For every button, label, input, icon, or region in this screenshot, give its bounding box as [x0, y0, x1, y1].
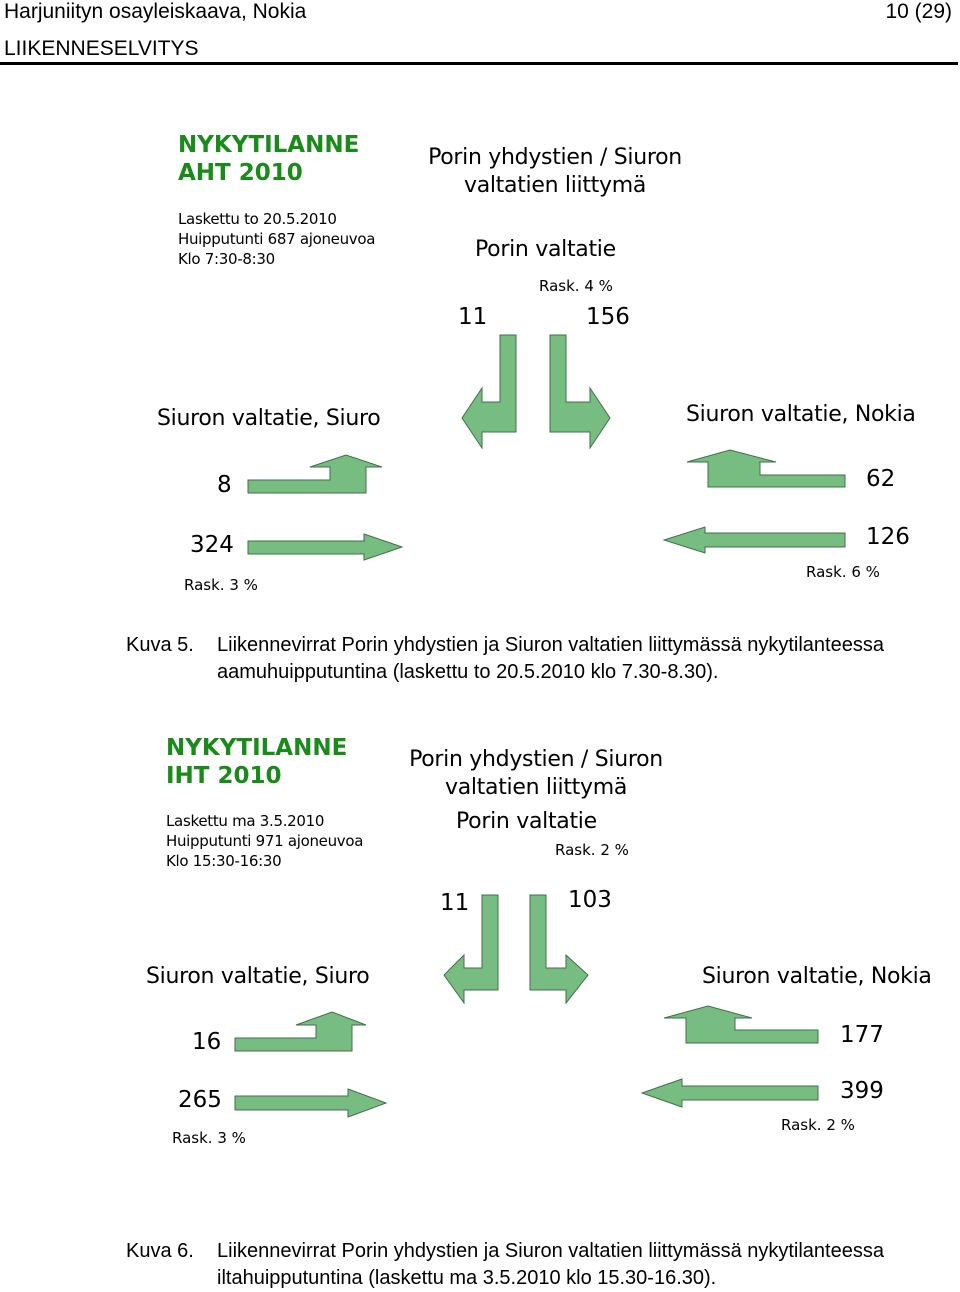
fig1-caption-line1: Liikennevirrat Porin yhdystien ja Siuron valtatien liittymässä nykytilanteessa — [217, 634, 884, 656]
fig1-caption-label: Kuva 5. — [126, 634, 194, 656]
fig1-junction-line2: valtatien liittymä — [463, 173, 647, 198]
document-title: Harjuniityn osayleiskaava, Nokia — [4, 0, 307, 23]
section-title: LIIKENNESELVITYS — [4, 37, 199, 60]
fig1-heading-line1: NYKYTILANNE — [178, 132, 360, 158]
fig2-north-right-value: 103 — [568, 887, 612, 913]
fig1-junction-title — [417, 144, 693, 200]
fig1-east-lower-value: 126 — [866, 524, 910, 550]
fig2-east-upper-value: 177 — [840, 1022, 884, 1048]
fig2-west-upper-arrow — [235, 1012, 366, 1051]
fig1-junction-line1: Porin yhdystien / Siuron — [428, 145, 682, 170]
fig2-heading — [166, 734, 347, 790]
fig1-east-rask: Rask. 6 % — [806, 563, 880, 581]
page-number: 10 (29) — [885, 0, 952, 23]
fig1-info-peak: Huipputunti 687 ajoneuvoa — [178, 230, 376, 248]
fig1-west-upper-arrow — [248, 455, 382, 493]
fig1-north-left-turn-arrow — [462, 335, 516, 448]
fig1-north-right-turn-arrow — [550, 335, 610, 448]
fig1-caption-line2: aamuhuipputuntina (laskettu to 20.5.2010 klo 7.30-8.30). — [217, 661, 719, 683]
fig2-info-date: Laskettu ma 3.5.2010 — [166, 812, 325, 830]
fig1-west-rask: Rask. 3 % — [184, 576, 258, 594]
fig2-west-rask: Rask. 3 % — [172, 1129, 246, 1147]
fig1-west-lower-arrow — [248, 534, 402, 560]
fig1-west-upper-value: 8 — [217, 472, 232, 498]
fig2-east-lower-value: 399 — [840, 1078, 884, 1104]
fig2-heading-line2: IHT 2010 — [166, 763, 282, 789]
fig2-east-rask: Rask. 2 % — [781, 1116, 855, 1134]
fig2-caption — [217, 1238, 884, 1292]
fig2-east-road-label: Siuron valtatie, Nokia — [702, 964, 932, 989]
fig2-caption-label: Kuva 6. — [126, 1240, 194, 1262]
fig2-west-road-label: Siuron valtatie, Siuro — [146, 964, 370, 989]
fig1-west-road-label: Siuron valtatie, Siuro — [157, 406, 381, 431]
fig2-north-left-value: 11 — [440, 890, 470, 916]
fig1-east-lower-arrow — [664, 527, 845, 553]
fig1-east-upper-arrow — [687, 450, 845, 487]
fig1-caption — [217, 632, 884, 686]
fig2-junction-line1: Porin yhdystien / Siuron — [409, 747, 663, 772]
fig1-info — [178, 209, 375, 269]
fig2-info-time: Klo 15:30-16:30 — [166, 852, 282, 870]
fig2-heading-line1: NYKYTILANNE — [166, 735, 348, 761]
fig1-north-left-value: 11 — [458, 304, 488, 330]
fig1-east-road-label: Siuron valtatie, Nokia — [686, 402, 916, 427]
fig2-west-lower-value: 265 — [178, 1087, 222, 1113]
fig2-junction-title — [398, 746, 674, 802]
fig2-east-upper-arrow — [664, 1006, 818, 1043]
fig1-heading-line2: AHT 2010 — [178, 160, 303, 186]
fig1-east-upper-value: 62 — [866, 466, 896, 492]
fig1-north-right-value: 156 — [586, 304, 630, 330]
fig2-east-lower-arrow — [642, 1079, 818, 1107]
fig1-north-rask: Rask. 4 % — [539, 277, 613, 295]
fig1-west-lower-value: 324 — [190, 532, 234, 558]
fig2-north-road-label: Porin valtatie — [456, 809, 597, 834]
fig2-caption-line2: iltahuipputuntina (laskettu ma 3.5.2010 klo 15.30-16.30). — [217, 1267, 717, 1289]
fig1-north-road-label: Porin valtatie — [475, 237, 616, 262]
fig2-west-upper-value: 16 — [192, 1029, 222, 1055]
fig1-info-time: Klo 7:30-8:30 — [178, 250, 275, 268]
fig2-west-lower-arrow — [235, 1089, 386, 1117]
fig2-north-rask: Rask. 2 % — [555, 841, 629, 859]
fig2-info-peak: Huipputunti 971 ajoneuvoa — [166, 832, 364, 850]
fig2-info — [166, 811, 363, 871]
fig1-info-date: Laskettu to 20.5.2010 — [178, 210, 337, 228]
fig2-caption-line1: Liikennevirrat Porin yhdystien ja Siuron valtatien liittymässä nykytilanteessa — [217, 1240, 884, 1262]
fig1-heading — [178, 131, 359, 187]
fig2-junction-line2: valtatien liittymä — [444, 775, 628, 800]
